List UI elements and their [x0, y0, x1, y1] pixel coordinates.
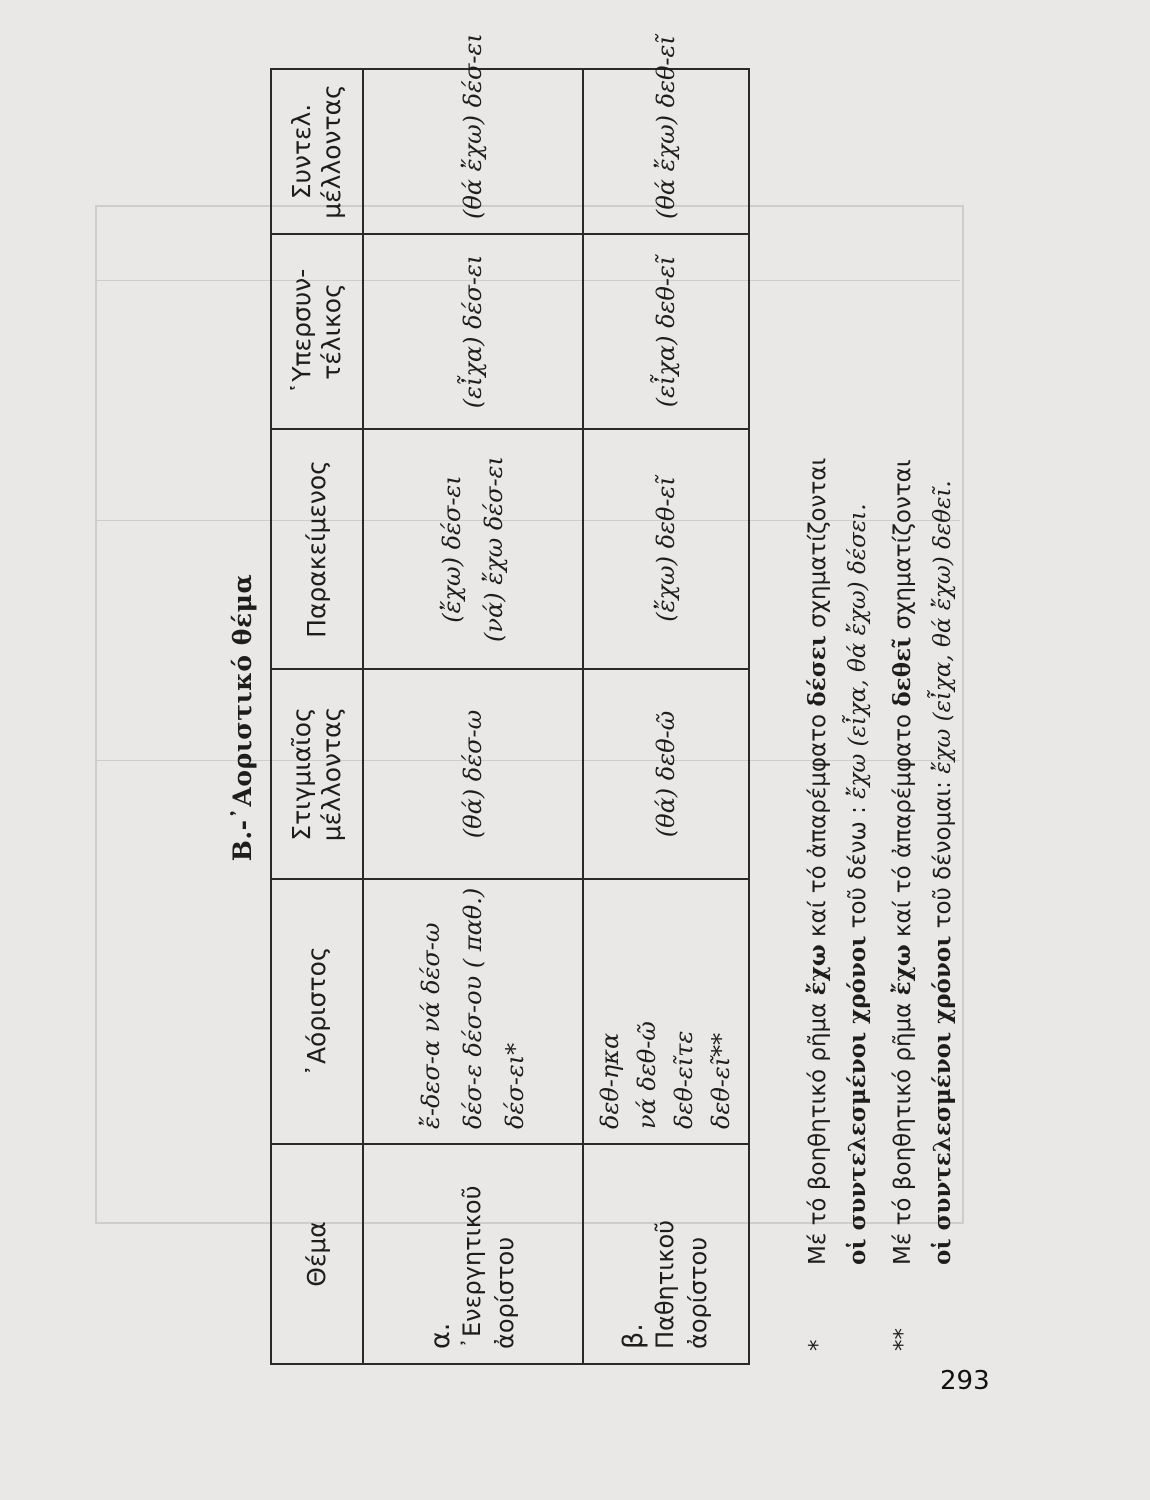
future-form: (θά) δέσ-ω — [459, 709, 487, 839]
footnote-bold: δεθεῖ — [888, 636, 916, 707]
cell-stem-active — [363, 1144, 583, 1364]
footnote-mark: * — [805, 1339, 831, 1351]
aorist-form: δεθ-εῖτε — [670, 1030, 698, 1129]
aorist-form: δεθ-εῖ** — [707, 1032, 736, 1129]
cell-perfect-active — [363, 429, 583, 669]
perfect-form: (νά) ἔχω δέσ-ει — [480, 456, 508, 642]
future-perfect-form: (θά ἔχω) δεθ-εῖ — [652, 35, 680, 219]
table-row-passive — [583, 69, 749, 1364]
footnote-italic: ἔχω (εἶχα, θά ἔχω) δεθεῖ. — [929, 480, 956, 774]
section-title: Β.-᾿Αοριστικό θέμα — [228, 573, 257, 862]
header-stem: Θέμα — [271, 1144, 363, 1364]
cell-pluperfect-active — [363, 234, 583, 429]
aorist-stem-table — [270, 33, 750, 1365]
cell-perfect-passive — [583, 429, 749, 669]
aorist-form: δέσ-ε δέσ-ου ( παθ.) — [459, 887, 487, 1129]
header-pluperfect — [271, 234, 363, 429]
table-header-row — [271, 69, 363, 1364]
footnote-text: καί τό ἀπαρέμφατο — [889, 706, 916, 945]
cell-future-active — [363, 669, 583, 879]
header-future-perfect — [271, 69, 363, 234]
header-pluperfect-line1: ῾Υπερσυν- — [287, 268, 316, 395]
footnote-bold: οἱ συντελεσμένοι χρόνοι — [928, 935, 956, 1265]
footnote-text: τοῦ δένω : — [845, 798, 872, 936]
stem-name-line1: ᾿Ενεργητικοῦ — [458, 1185, 487, 1349]
footnote-mark: ** — [889, 1328, 916, 1351]
footnotes — [798, 70, 967, 1365]
footnote-bold: οἱ συντελεσμένοι χρόνοι — [844, 935, 872, 1265]
row-letter: α. — [425, 1322, 457, 1349]
future-form: (θά) δεθ-ῶ — [652, 710, 680, 838]
header-aorist: ᾿Αόριστος — [271, 879, 363, 1144]
footnote-bold: ἔχω — [888, 944, 916, 996]
stem-name-line2: ἀορίστου — [490, 1236, 519, 1349]
header-future-line1: Στιγμιαῖος — [287, 707, 316, 841]
stem-name-line2: ἀορίστου — [683, 1236, 712, 1349]
header-future-line2: μέλλοντας — [317, 706, 346, 842]
footnote-text: σχηματίζονται — [889, 459, 916, 637]
header-future-perfect-line1: Συντελ. — [287, 103, 316, 200]
footnote-text: καί τό ἀπαρέμφατο — [805, 706, 831, 945]
footnote — [798, 70, 879, 1365]
cell-future-perfect-passive — [583, 35, 749, 234]
footnote-text: τοῦ δένομαι: — [929, 773, 956, 936]
cell-pluperfect-passive — [583, 234, 749, 429]
footnote-bold: ἔχω — [804, 944, 831, 996]
pluperfect-form: (εἶχα) δέσ-ει — [459, 254, 487, 409]
table-row-active — [363, 69, 583, 1364]
footnote-text: Μέ τό βοηθητικό ρῆμα — [889, 995, 916, 1265]
header-future — [271, 669, 363, 879]
header-perfect: Παρακείμενος — [271, 429, 363, 669]
stem-name-line1: Παθητικοῦ — [651, 1219, 680, 1349]
aorist-form: νά δεθ-ῶ — [632, 1021, 661, 1129]
cell-future-perfect-active — [363, 33, 583, 234]
footnote-italic: ἔχω (εἶχα, θά ἔχω) δέσει. — [845, 503, 872, 799]
cell-aorist-passive — [583, 879, 749, 1144]
row-letter: β. — [618, 1323, 650, 1349]
cell-future-passive — [583, 669, 749, 879]
page-number: 293 — [940, 1366, 990, 1396]
cell-aorist-active — [363, 879, 583, 1144]
perfect-form: (ἔχω) δεθ-εῖ — [652, 476, 680, 622]
aorist-form: ἔ-δεσ-α νά δέσ-ω — [417, 922, 445, 1129]
cell-stem-passive — [583, 1144, 749, 1364]
future-perfect-form: (θά ἔχω) δέσ-ει — [459, 33, 487, 219]
footnote-text: Μέ τό βοηθητικό ρῆμα — [805, 995, 831, 1265]
pluperfect-form: (εἶχα) δεθ-εῖ — [652, 255, 680, 408]
header-pluperfect-line2: τέλικος — [317, 283, 346, 380]
footnote — [883, 70, 964, 1365]
rotated-page-content — [228, 33, 958, 1365]
footnote-text: σχηματίζονται — [805, 457, 831, 636]
aorist-form: δέσ-ει* — [501, 1042, 529, 1129]
aorist-form: δεθ-ηκα — [595, 1032, 624, 1129]
perfect-form: (ἔχω) δέσ-ει — [438, 475, 466, 623]
header-future-perfect-line2: μέλλοντας — [317, 84, 346, 219]
footnote-bold: δέσει — [804, 635, 831, 707]
